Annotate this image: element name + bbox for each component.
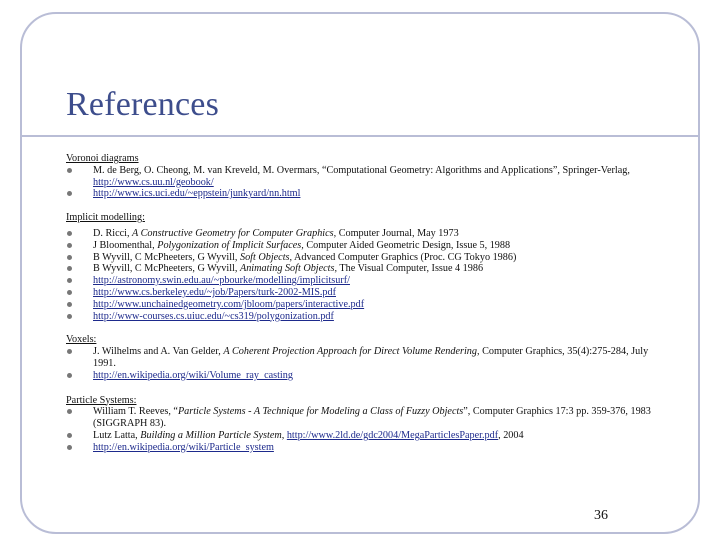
reference-item — [66, 311, 666, 323]
reference-item: J. Wilhelms and A. Van Gelder, A Coherent Projection Approach for Direct Volume Rendering, Computer Graphics, 35(4):275-284, July 1991. — [66, 346, 666, 370]
reference-item: D. Ricci, A Constructive Geometry for Computer Graphics, Computer Journal, May 1973 — [66, 228, 666, 240]
section-heading: Particle Systems: — [66, 394, 137, 406]
reference-link[interactable]: http://en.wikipedia.org/wiki/Particle_system — [93, 441, 274, 453]
reference-item — [66, 275, 666, 287]
section-heading: Implicit modelling: — [66, 212, 145, 224]
section-heading: Voxels: — [66, 334, 97, 346]
reference-item: M. de Berg, O. Cheong, M. van Kreveld, M. Overmars, “Computational Geometry: Algorithms and Applications”, Springer-Verlag, http://www.cs.uu.nl/geobook/ — [66, 165, 666, 189]
reference-link[interactable]: http://www.cs.uu.nl/geobook/ — [93, 176, 214, 188]
reference-link[interactable]: http://www.unchainedgeometry.com/jbloom/papers/interactive.pdf — [93, 298, 365, 310]
reference-list — [66, 346, 666, 381]
reference-link[interactable]: http://www.cs.berkeley.edu/~job/Papers/turk-2002-MIS.pdf — [93, 286, 336, 298]
slide-title: References — [66, 86, 220, 123]
section-voronoi — [66, 153, 666, 200]
reference-list — [66, 165, 666, 200]
reference-item — [66, 442, 666, 454]
title-divider — [22, 135, 698, 137]
reference-item: J Bloomenthal, Polygonization of Implicit Surfaces, Computer Aided Geometric Design, Issue 5, 1988 — [66, 240, 666, 252]
reference-list — [66, 406, 666, 453]
reference-item: B Wyvill, C McPheeters, G Wyvill, Animating Soft Objects, The Visual Computer, Issue 4 1986 — [66, 263, 666, 275]
reference-list — [66, 228, 666, 322]
reference-item — [66, 370, 666, 382]
section-voxels — [66, 334, 666, 381]
reference-item: Lutz Latta, Building a Million Particle System, http://www.2ld.de/gdc2004/MegaParticlesPaper.pdf, 2004 — [66, 430, 666, 442]
section-heading: Voronoi diagrams — [66, 153, 139, 164]
references-body — [66, 153, 666, 466]
reference-link[interactable]: http://www.2ld.de/gdc2004/MegaParticlesPaper.pdf — [286, 429, 499, 441]
reference-item — [66, 299, 666, 311]
reference-item: William T. Reeves, “Particle Systems - A Technique for Modeling a Class of Fuzzy Objects”, Computer Graphics 17:3 pp. 359-376, 1983 (SIGGRAPH 83). — [66, 406, 666, 430]
reference-item — [66, 188, 666, 200]
section-particle-systems — [66, 395, 666, 454]
reference-item: B Wyvill, C McPheeters, G Wyvill, Soft Objects, Advanced Computer Graphics (Proc. CG Tokyo 1986) — [66, 252, 666, 264]
reference-link[interactable]: http://www.ics.uci.edu/~eppstein/junkyard/nn.html — [93, 188, 301, 200]
reference-item — [66, 287, 666, 299]
page-number: 36 — [594, 508, 608, 523]
reference-link[interactable]: http://www-courses.cs.uiuc.edu/~cs319/polygonization.pdf — [93, 310, 334, 322]
reference-link[interactable]: http://astronomy.swin.edu.au/~pbourke/modelling/implicitsurf/ — [93, 275, 350, 287]
section-implicit-modelling — [66, 212, 666, 322]
reference-link[interactable]: http://en.wikipedia.org/wiki/Volume_ray_casting — [93, 369, 293, 381]
